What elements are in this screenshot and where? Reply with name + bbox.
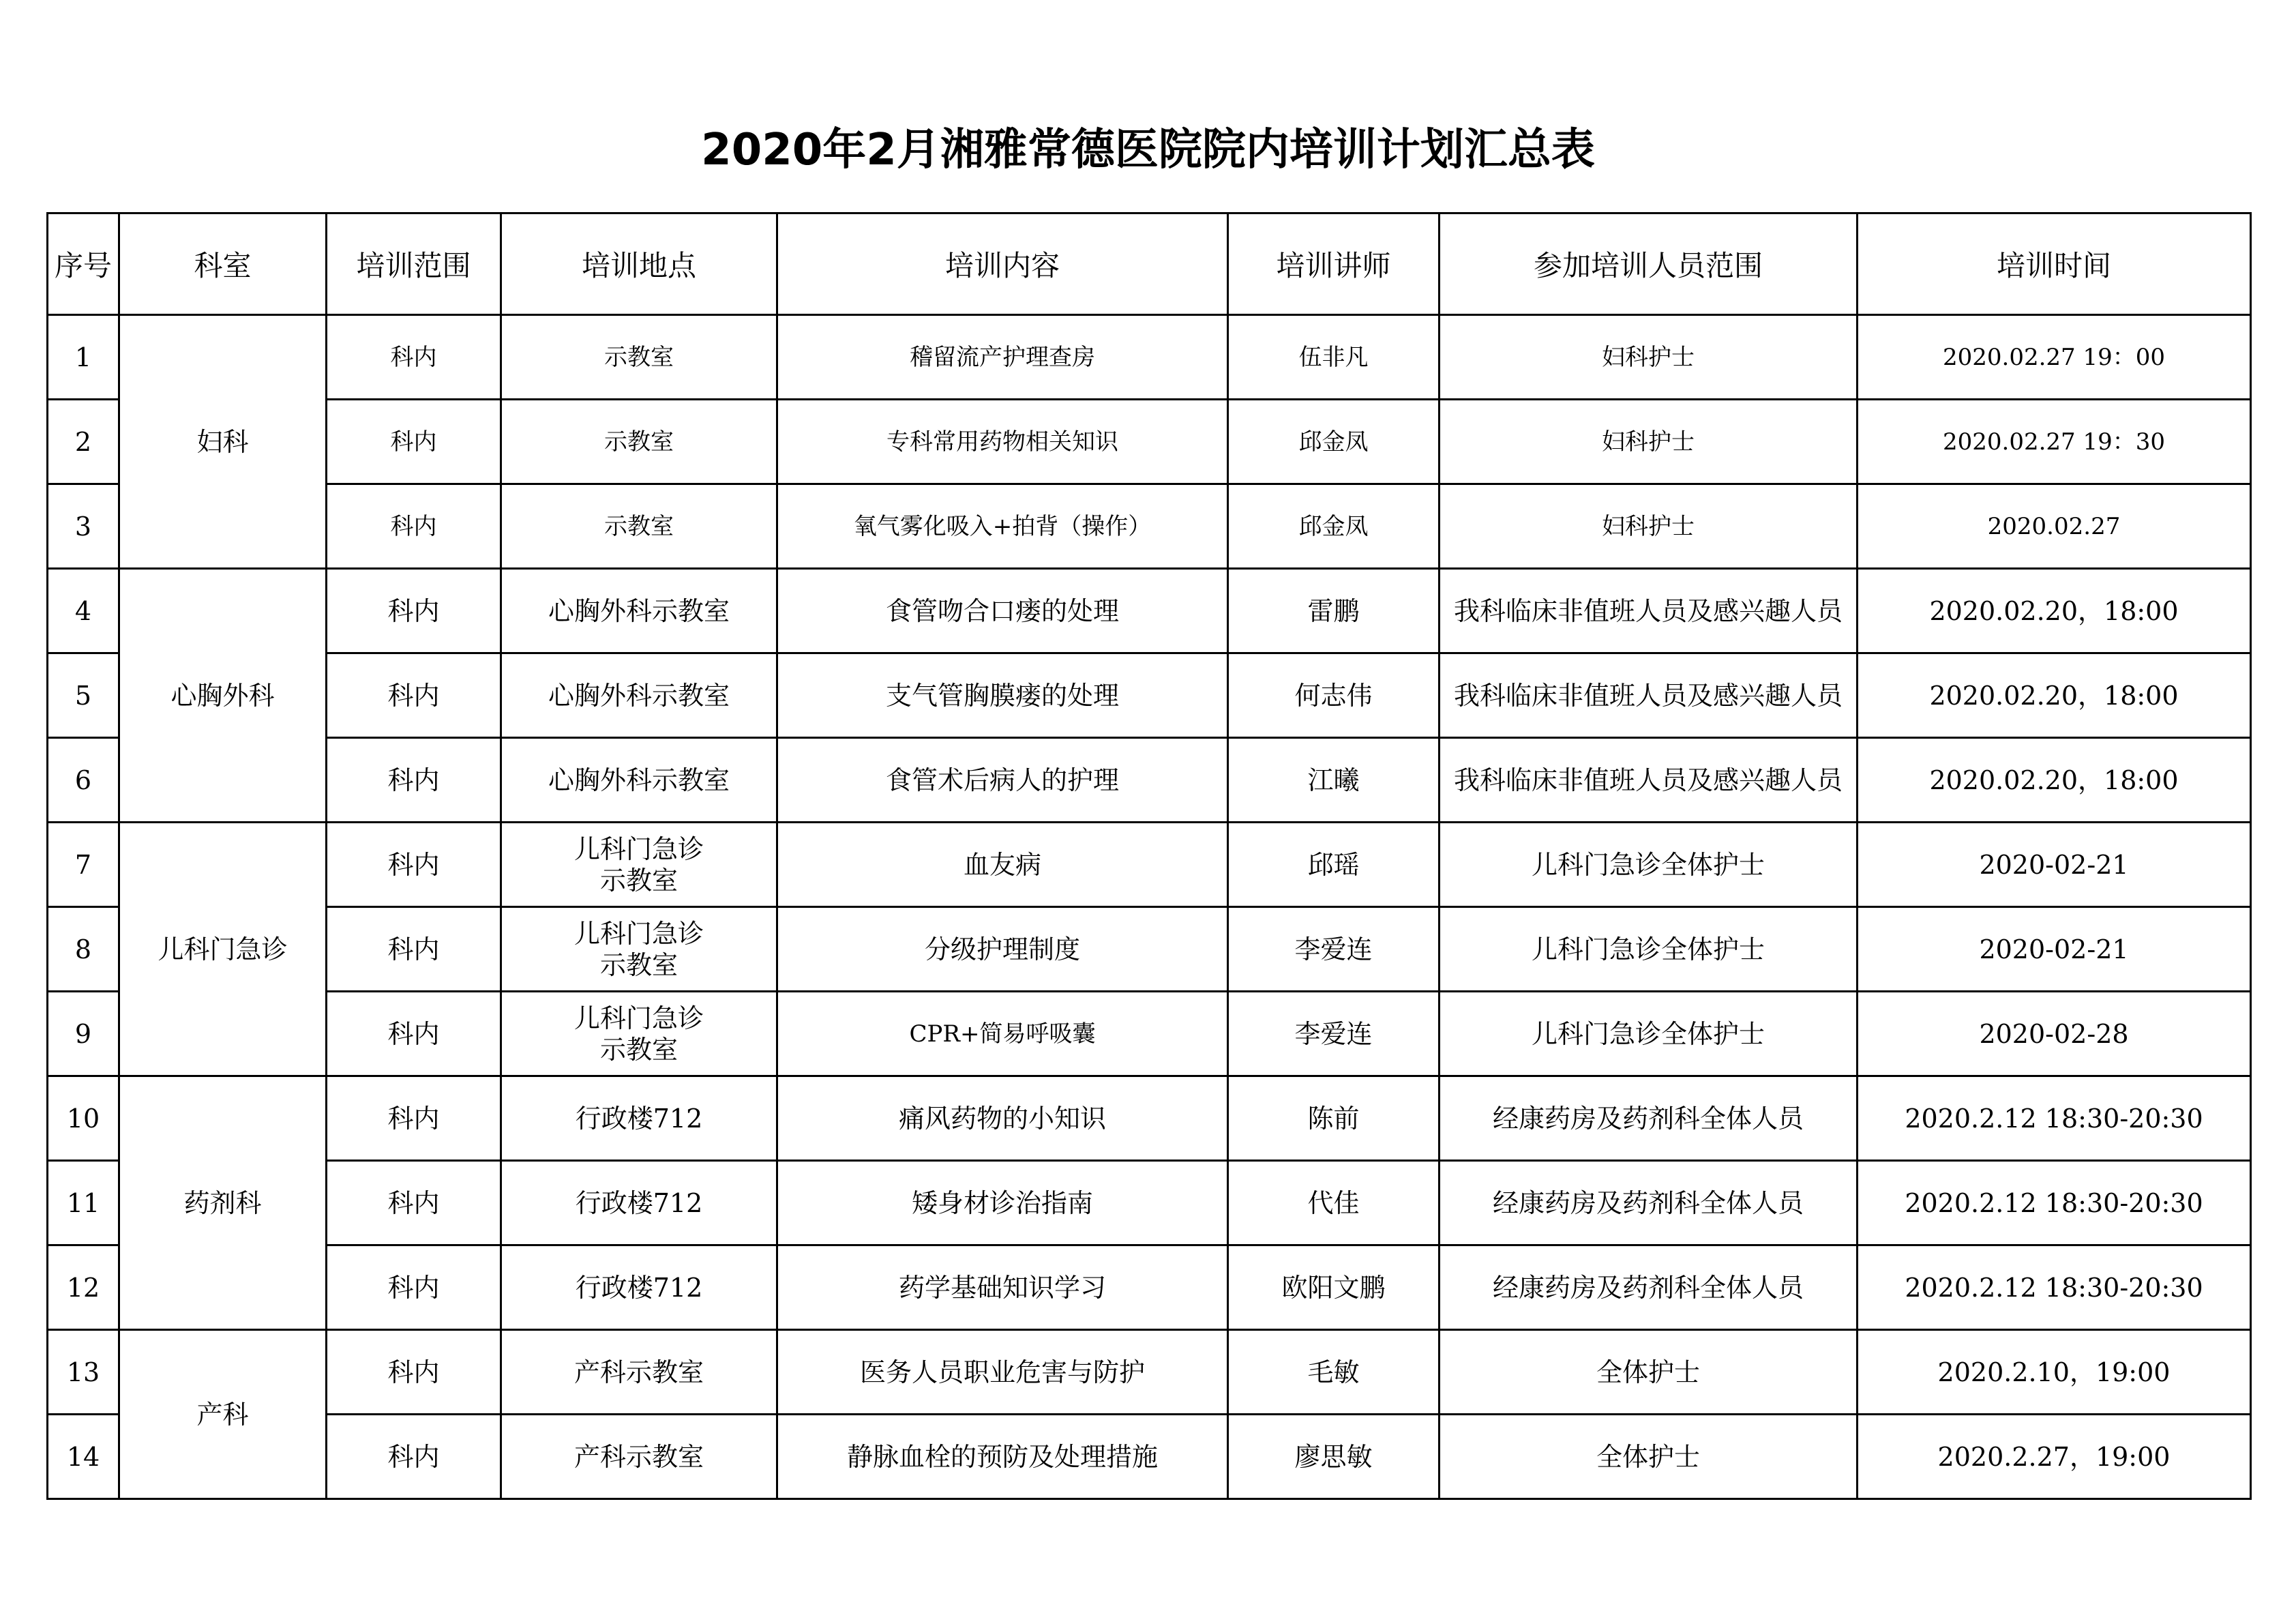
row-content: 静脉血栓的预防及处理措施 bbox=[777, 1415, 1228, 1499]
row-time: 2020.2.12 18:30-20:30 bbox=[1858, 1245, 2251, 1330]
row-location: 产科示教室 bbox=[501, 1330, 777, 1415]
row-scope: 科内 bbox=[327, 1245, 501, 1330]
row-attendees: 妇科护士 bbox=[1440, 400, 1858, 484]
row-time: 2020.02.27 19：00 bbox=[1858, 315, 2251, 400]
row-content: 支气管胸膜瘘的处理 bbox=[777, 653, 1228, 738]
row-content: 矮身材诊治指南 bbox=[777, 1161, 1228, 1245]
header-attendees: 参加培训人员范围 bbox=[1440, 213, 1858, 315]
row-attendees: 妇科护士 bbox=[1440, 315, 1858, 400]
row-location: 心胸外科示教室 bbox=[501, 738, 777, 823]
row-scope: 科内 bbox=[327, 653, 501, 738]
row-location: 示教室 bbox=[501, 315, 777, 400]
row-time: 2020.02.20，18:00 bbox=[1858, 653, 2251, 738]
header-lecturer: 培训讲师 bbox=[1228, 213, 1440, 315]
row-lecturer: 李爱连 bbox=[1228, 907, 1440, 992]
row-location: 儿科门急诊示教室 bbox=[501, 992, 777, 1076]
row-attendees: 经康药房及药剂科全体人员 bbox=[1440, 1245, 1858, 1330]
department-cell: 妇科 bbox=[119, 315, 327, 569]
row-time: 2020.2.27，19:00 bbox=[1858, 1415, 2251, 1499]
row-lecturer: 毛敏 bbox=[1228, 1330, 1440, 1415]
header-location: 培训地点 bbox=[501, 213, 777, 315]
row-content: 稽留流产护理查房 bbox=[777, 315, 1228, 400]
row-lecturer: 邱金凤 bbox=[1228, 484, 1440, 569]
row-no: 11 bbox=[48, 1161, 119, 1245]
row-time: 2020.02.27 19：30 bbox=[1858, 400, 2251, 484]
table-row bbox=[48, 1076, 2251, 1161]
row-attendees: 妇科护士 bbox=[1440, 484, 1858, 569]
row-no: 3 bbox=[48, 484, 119, 569]
table-row bbox=[48, 569, 2251, 653]
table-row bbox=[48, 484, 2251, 569]
row-lecturer: 伍非凡 bbox=[1228, 315, 1440, 400]
row-attendees: 全体护士 bbox=[1440, 1330, 1858, 1415]
row-location: 儿科门急诊示教室 bbox=[501, 907, 777, 992]
row-attendees: 经康药房及药剂科全体人员 bbox=[1440, 1161, 1858, 1245]
header-row bbox=[48, 213, 2251, 315]
row-no: 10 bbox=[48, 1076, 119, 1161]
department-cell: 心胸外科 bbox=[119, 569, 327, 823]
row-time: 2020.2.12 18:30-20:30 bbox=[1858, 1161, 2251, 1245]
table-row bbox=[48, 823, 2251, 907]
table-row bbox=[48, 315, 2251, 400]
row-scope: 科内 bbox=[327, 315, 501, 400]
row-attendees: 儿科门急诊全体护士 bbox=[1440, 907, 1858, 992]
row-attendees: 全体护士 bbox=[1440, 1415, 1858, 1499]
header-time: 培训时间 bbox=[1858, 213, 2251, 315]
table-row bbox=[48, 907, 2251, 992]
row-lecturer: 代佳 bbox=[1228, 1161, 1440, 1245]
table-row bbox=[48, 738, 2251, 823]
row-location: 产科示教室 bbox=[501, 1415, 777, 1499]
row-scope: 科内 bbox=[327, 484, 501, 569]
table-row bbox=[48, 1415, 2251, 1499]
row-lecturer: 邱金凤 bbox=[1228, 400, 1440, 484]
row-content: 分级护理制度 bbox=[777, 907, 1228, 992]
row-content: 医务人员职业危害与防护 bbox=[777, 1330, 1228, 1415]
row-scope: 科内 bbox=[327, 992, 501, 1076]
department-cell: 产科 bbox=[119, 1330, 327, 1499]
row-lecturer: 江曦 bbox=[1228, 738, 1440, 823]
row-lecturer: 陈前 bbox=[1228, 1076, 1440, 1161]
row-lecturer: 廖思敏 bbox=[1228, 1415, 1440, 1499]
training-plan-table bbox=[46, 212, 2252, 1500]
row-no: 9 bbox=[48, 992, 119, 1076]
department-cell: 儿科门急诊 bbox=[119, 823, 327, 1076]
row-scope: 科内 bbox=[327, 738, 501, 823]
table-row bbox=[48, 1161, 2251, 1245]
table-row bbox=[48, 1330, 2251, 1415]
row-scope: 科内 bbox=[327, 1161, 501, 1245]
row-lecturer: 李爱连 bbox=[1228, 992, 1440, 1076]
row-time: 2020.02.20，18:00 bbox=[1858, 569, 2251, 653]
row-location: 行政楼712 bbox=[501, 1161, 777, 1245]
row-no: 14 bbox=[48, 1415, 119, 1499]
row-scope: 科内 bbox=[327, 907, 501, 992]
row-lecturer: 雷鹏 bbox=[1228, 569, 1440, 653]
row-no: 13 bbox=[48, 1330, 119, 1415]
row-location: 心胸外科示教室 bbox=[501, 569, 777, 653]
row-no: 8 bbox=[48, 907, 119, 992]
row-time: 2020.2.12 18:30-20:30 bbox=[1858, 1076, 2251, 1161]
row-scope: 科内 bbox=[327, 823, 501, 907]
row-location: 示教室 bbox=[501, 484, 777, 569]
row-content: 血友病 bbox=[777, 823, 1228, 907]
row-scope: 科内 bbox=[327, 400, 501, 484]
header-no: 序号 bbox=[48, 213, 119, 315]
row-location: 行政楼712 bbox=[501, 1076, 777, 1161]
header-department: 科室 bbox=[119, 213, 327, 315]
row-no: 5 bbox=[48, 653, 119, 738]
row-attendees: 经康药房及药剂科全体人员 bbox=[1440, 1076, 1858, 1161]
header-scope: 培训范围 bbox=[327, 213, 501, 315]
row-content: CPR+简易呼吸囊 bbox=[777, 992, 1228, 1076]
row-location: 心胸外科示教室 bbox=[501, 653, 777, 738]
row-attendees: 儿科门急诊全体护士 bbox=[1440, 823, 1858, 907]
row-time: 2020-02-28 bbox=[1858, 992, 2251, 1076]
table-row bbox=[48, 400, 2251, 484]
header-content: 培训内容 bbox=[777, 213, 1228, 315]
row-time: 2020.02.27 bbox=[1858, 484, 2251, 569]
row-no: 12 bbox=[48, 1245, 119, 1330]
table-row bbox=[48, 653, 2251, 738]
row-lecturer: 邱瑶 bbox=[1228, 823, 1440, 907]
row-lecturer: 何志伟 bbox=[1228, 653, 1440, 738]
row-content: 食管术后病人的护理 bbox=[777, 738, 1228, 823]
row-location: 儿科门急诊示教室 bbox=[501, 823, 777, 907]
page-title: 2020年2月湘雅常德医院院内培训计划汇总表 bbox=[701, 125, 1595, 175]
row-scope: 科内 bbox=[327, 1330, 501, 1415]
row-scope: 科内 bbox=[327, 569, 501, 653]
row-location: 示教室 bbox=[501, 400, 777, 484]
row-no: 7 bbox=[48, 823, 119, 907]
row-scope: 科内 bbox=[327, 1076, 501, 1161]
row-time: 2020-02-21 bbox=[1858, 823, 2251, 907]
row-no: 1 bbox=[48, 315, 119, 400]
row-attendees: 我科临床非值班人员及感兴趣人员 bbox=[1440, 569, 1858, 653]
row-time: 2020-02-21 bbox=[1858, 907, 2251, 992]
row-attendees: 我科临床非值班人员及感兴趣人员 bbox=[1440, 738, 1858, 823]
row-content: 氧气雾化吸入+拍背（操作） bbox=[777, 484, 1228, 569]
table-row bbox=[48, 992, 2251, 1076]
row-content: 痛风药物的小知识 bbox=[777, 1076, 1228, 1161]
row-scope: 科内 bbox=[327, 1415, 501, 1499]
row-content: 食管吻合口瘘的处理 bbox=[777, 569, 1228, 653]
table-row bbox=[48, 1245, 2251, 1330]
row-content: 药学基础知识学习 bbox=[777, 1245, 1228, 1330]
row-attendees: 儿科门急诊全体护士 bbox=[1440, 992, 1858, 1076]
department-cell: 药剂科 bbox=[119, 1076, 327, 1330]
row-no: 6 bbox=[48, 738, 119, 823]
row-location: 行政楼712 bbox=[501, 1245, 777, 1330]
row-lecturer: 欧阳文鹏 bbox=[1228, 1245, 1440, 1330]
row-attendees: 我科临床非值班人员及感兴趣人员 bbox=[1440, 653, 1858, 738]
row-time: 2020.02.20，18:00 bbox=[1858, 738, 2251, 823]
row-no: 4 bbox=[48, 569, 119, 653]
row-no: 2 bbox=[48, 400, 119, 484]
row-time: 2020.2.10，19:00 bbox=[1858, 1330, 2251, 1415]
row-content: 专科常用药物相关知识 bbox=[777, 400, 1228, 484]
